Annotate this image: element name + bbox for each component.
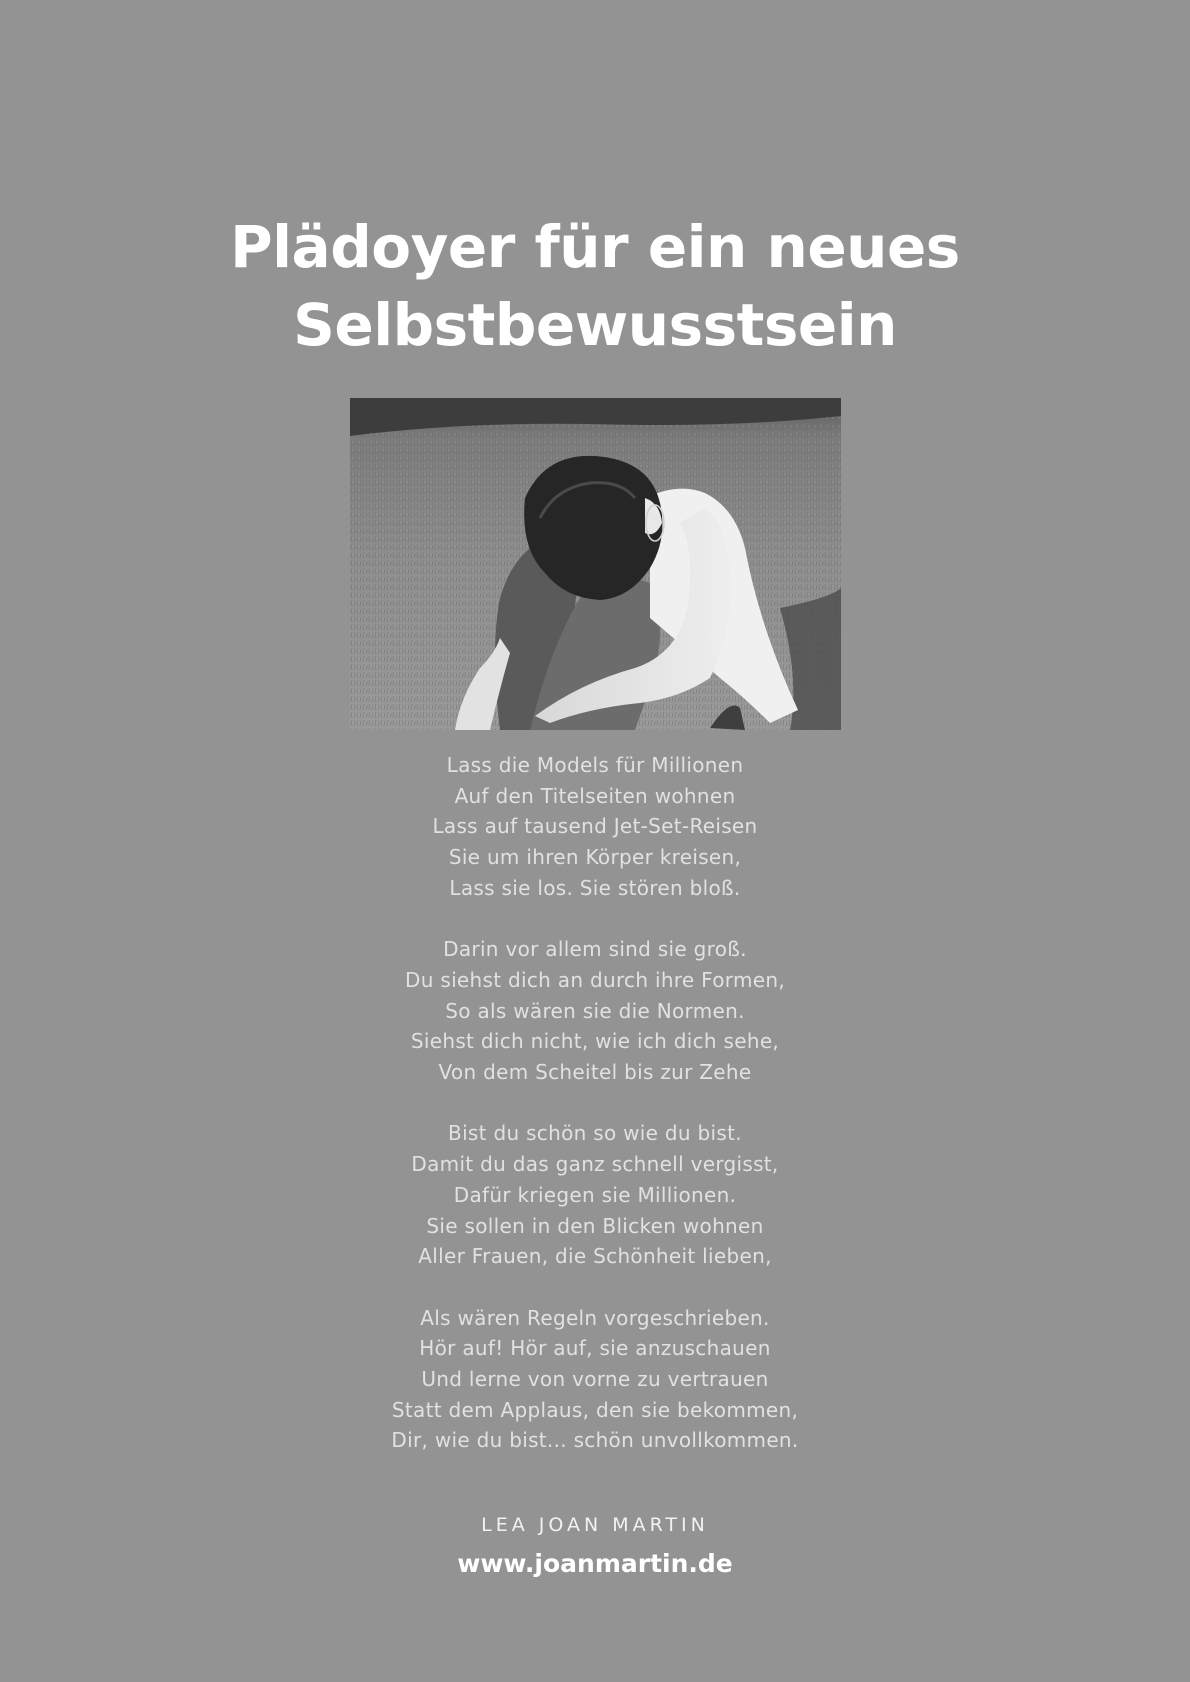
poem-line: Bist du schön so wie du bist. (448, 1121, 742, 1146)
poem-line: Lass auf tausend Jet-Set-Reisen (432, 814, 758, 839)
poem-line: Von dem Scheitel bis zur Zehe (438, 1060, 752, 1085)
poem-line: Dir, wie du bist... schön unvollkommen. (391, 1428, 799, 1453)
poem-stanza-1 (0, 750, 1190, 904)
poem-title-line-1: Plädoyer für ein neues (230, 213, 960, 281)
poem-title (0, 208, 1190, 364)
poem-line: Und lerne von vorne zu vertrauen (421, 1367, 769, 1392)
poem-line: Sie um ihren Körper kreisen, (448, 845, 742, 870)
poem-body (0, 750, 1190, 1487)
website-link[interactable]: www.joanmartin.de (457, 1549, 733, 1578)
poem-stanza-4 (0, 1303, 1190, 1457)
photo-illustration (350, 398, 841, 730)
poem-line: Sie sollen in den Blicken wohnen (426, 1213, 764, 1238)
photo-woman-sitting-on-grass (350, 398, 841, 730)
poem-line: Siehst dich nicht, wie ich dich sehe, (410, 1029, 780, 1054)
author-name: LEA JOAN MARTIN (481, 1514, 709, 1536)
poem-line: Dafür kriegen sie Millionen. (453, 1182, 737, 1207)
poem-line: So als wären sie die Normen. (445, 998, 745, 1023)
poem-line: Als wären Regeln vorgeschrieben. (420, 1305, 770, 1330)
poem-line: Hör auf! Hör auf, sie anzuschauen (419, 1336, 771, 1361)
poem-line: Lass die Models für Millionen (446, 753, 744, 777)
poem-line: Statt dem Applaus, den sie bekommen, (391, 1397, 799, 1422)
poem-line: Damit du das ganz schnell vergisst, (411, 1152, 779, 1177)
poem-line: Du siehst dich an durch ihre Formen, (405, 967, 785, 992)
poem-line: Aller Frauen, die Schönheit lieben, (418, 1244, 772, 1269)
poem-title-line-2: Selbstbewusstsein (293, 291, 897, 359)
poem-line: Darin vor allem sind sie groß. (443, 937, 747, 962)
poem-line: Lass sie los. Sie stören bloß. (449, 875, 741, 900)
poem-line: Auf den Titelseiten wohnen (454, 783, 736, 808)
poem-stanza-3 (0, 1118, 1190, 1272)
poem-stanza-2 (0, 934, 1190, 1088)
